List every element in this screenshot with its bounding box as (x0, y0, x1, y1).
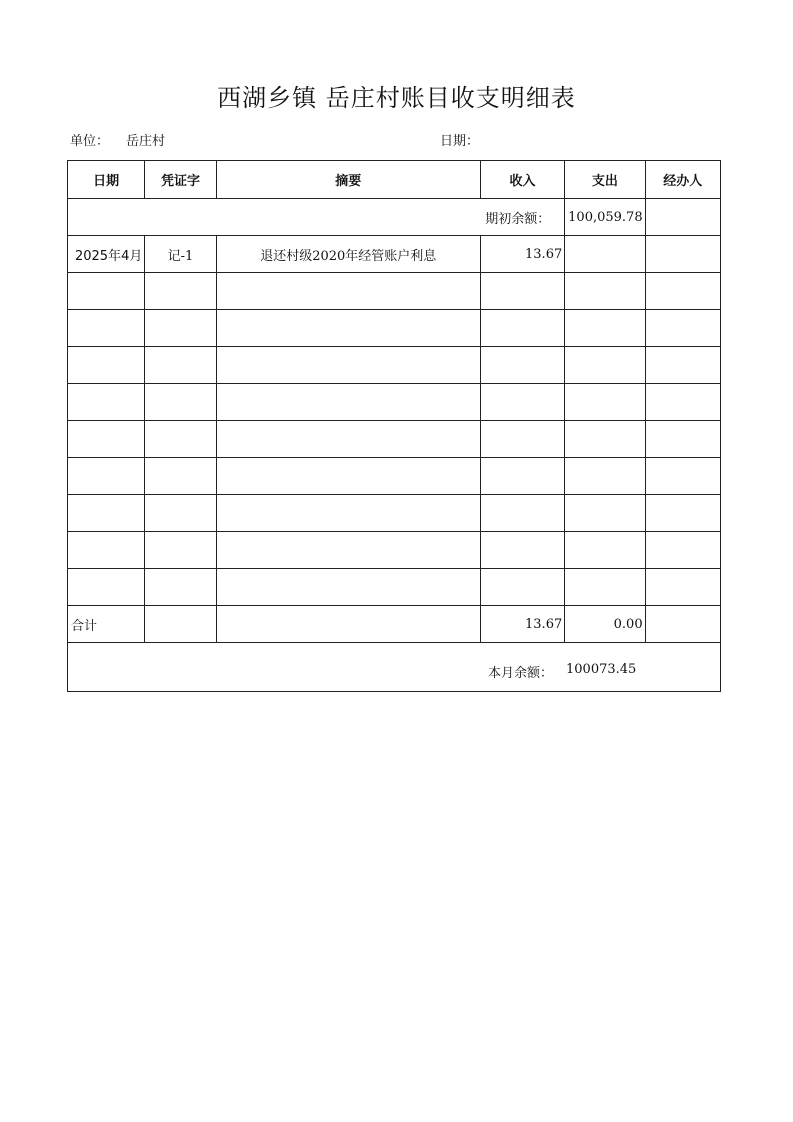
empty-row (68, 384, 721, 421)
entry-voucher: 记-1 (145, 236, 216, 273)
empty-row (68, 532, 721, 569)
closing-balance-row (68, 643, 721, 692)
empty-row (68, 310, 721, 347)
header-income: 收入 (480, 161, 564, 199)
entry-income: 13.67 (480, 236, 564, 273)
entry-handler (645, 236, 720, 273)
entry-expense (565, 236, 645, 273)
header-voucher: 凭证字 (145, 161, 216, 199)
date-label: 日期： (440, 134, 480, 149)
opening-balance-label: 期初余额： (68, 199, 565, 236)
entry-date: 2025年4月 (68, 236, 145, 273)
empty-row (68, 421, 721, 458)
empty-row (68, 495, 721, 532)
header-row (68, 161, 721, 199)
closing-balance-cell (68, 643, 721, 692)
unit-label: 单位： (70, 134, 110, 149)
header-expense: 支出 (565, 161, 645, 199)
opening-balance-value: 100,059.78 (565, 199, 645, 236)
total-label: 合计 (68, 606, 145, 643)
unit-value: 岳庄村 (126, 134, 166, 149)
empty-row (68, 569, 721, 606)
ledger-table (67, 160, 721, 692)
empty-row (68, 273, 721, 310)
opening-balance-handler (645, 199, 720, 236)
header-handler: 经办人 (645, 161, 720, 199)
header-date: 日期 (68, 161, 145, 199)
page-title: 西湖乡镇 岳庄村账目收支明细表 (217, 84, 576, 112)
table-row (68, 236, 721, 273)
closing-balance-value: 100073.45 (566, 662, 637, 677)
empty-row (68, 347, 721, 384)
entry-summary: 退还村级2020年经管账户利息 (216, 236, 480, 273)
total-income: 13.67 (480, 606, 564, 643)
total-expense: 0.00 (565, 606, 645, 643)
closing-balance-label: 本月余额： (488, 666, 554, 681)
total-row (68, 606, 721, 643)
empty-row (68, 458, 721, 495)
header-summary: 摘要 (216, 161, 480, 199)
opening-balance-row (68, 199, 721, 236)
